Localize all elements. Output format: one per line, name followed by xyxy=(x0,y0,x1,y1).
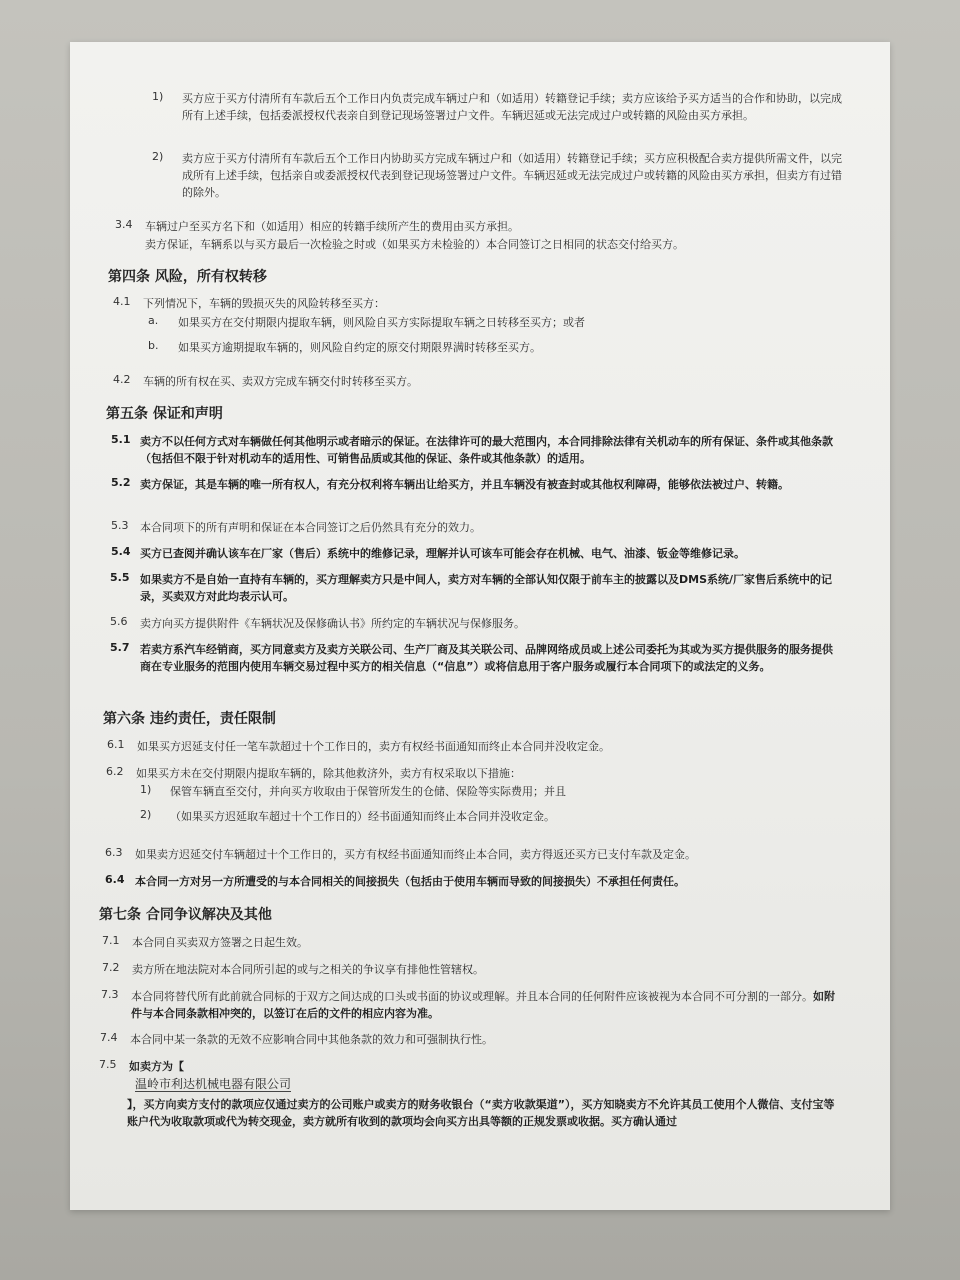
clause-7-5-number: 7.5 xyxy=(99,1058,117,1071)
clause-7-2-text: 卖方所在地法院对本合同所引起的或与之相关的争议享有排他性管辖权。 xyxy=(132,963,484,976)
clause-7-4-number: 7.4 xyxy=(100,1031,118,1044)
clause-5-1-number: 5.1 xyxy=(111,433,131,446)
clause-7-3-text xyxy=(131,988,843,1022)
item-a-text: 如果买方在交付期限内提取车辆，则风险自买方实际提取车辆之日转移至买方；或者 xyxy=(178,316,585,329)
item-6-2-1-number: 1) xyxy=(140,783,152,796)
clause-5-7-text: 若卖方系汽车经销商，买方同意卖方及卖方关联公司、生产厂商及其关联公司、品牌网络成员或上述公司委托为其或为买方提供服务的服务提供商在专业服务的范围内使用车辆交易过程中买方的相关信息（“信息”）或将信息用于客户服务或履行本合同项下的或法定的义务。 xyxy=(140,643,833,673)
clause-7-3-text-normal: 本合同将替代所有此前就合同标的于双方之间达成的口头或书面的协议或理解。并且本合同的任何附件应该被视为本合同不可分割的一部分。 xyxy=(131,990,813,1003)
clause-6-4-number: 6.4 xyxy=(105,873,125,886)
item-6-2-1-text: 保管车辆直至交付，并向买方收取由于保管所发生的仓储、保险等实际费用；并且 xyxy=(170,785,566,798)
clause-4-1-text: 下列情况下，车辆的毁损灭失的风险转移至买方： xyxy=(143,297,385,310)
clause-7-1-text: 本合同自买卖双方签署之日起生效。 xyxy=(132,936,308,949)
clause-6-1-text: 如果买方迟延支付任一笔车款超过十个工作日的，卖方有权经书面通知而终止本合同并没收定金。 xyxy=(137,740,610,753)
clause-6-3-number: 6.3 xyxy=(105,846,123,859)
clause-7-1-number: 7.1 xyxy=(102,934,120,947)
clause-4-2-number: 4.2 xyxy=(113,373,131,386)
clause-3-4-line1: 车辆过户至买方名下和（如适用）相应的转籍手续所产生的费用由买方承担。 xyxy=(145,220,519,233)
clause-5-7-number: 5.7 xyxy=(110,641,130,654)
clause-7-3-text-bold: 如附件与本合同条款相冲突的，以签订在后的文件的相应内容为准。 xyxy=(131,990,835,1020)
clause-5-5-text: 如果卖方不是自始一直持有车辆的，买方理解卖方只是中间人，卖方对车辆的全部认知仅限于前车主的披露以及DMS系统/厂家售后系统中的记录，买卖双方对此均表示认可。 xyxy=(140,573,833,603)
clause-6-1-number: 6.1 xyxy=(107,738,125,751)
clause-3-4-line2: 卖方保证，车辆系以与买方最后一次检验之时或（如果买方未检验的）本合同签订之日相同的状态交付给买方。 xyxy=(145,238,684,251)
item-6-2-2-text: （如果买方迟延取车超过十个工作日的）经书面通知而终止本合同并没收定金。 xyxy=(170,810,555,823)
clause-7-5-continuation: 】，买方向卖方支付的款项应仅通过卖方的公司账户或卖方的财务收银台（“卖方收款渠道”），买方知晓卖方不允许其员工使用个人微信、支付宝等账户代为收取款项或代为转交现金，卖方就所有收到的款项均会向买方出具等额的正规发票或收据。买方确认通过 xyxy=(127,1098,835,1128)
clause-5-6-number: 5.6 xyxy=(110,615,128,628)
clause-7-3-number: 7.3 xyxy=(101,988,119,1001)
clause-6-4-text: 本合同一方对另一方所遭受的与本合同相关的间接损失（包括由于使用车辆而导致的间接损失）不承担任何责任。 xyxy=(135,875,685,888)
clause-7-4-text: 本合同中某一条款的无效不应影响合同中其他条款的效力和可强制执行性。 xyxy=(130,1033,493,1046)
item-2-number: 2) xyxy=(152,150,164,163)
clause-4-2-text: 车辆的所有权在买、卖双方完成车辆交付时转移至买方。 xyxy=(143,375,418,388)
item-a-number: a. xyxy=(148,314,159,327)
clause-6-2-text: 如果买方未在交付期限内提取车辆的，除其他救济外，卖方有权采取以下措施： xyxy=(136,767,521,780)
clause-7-5-prefix: 如卖方为【 xyxy=(129,1060,184,1073)
seller-company-field: 温岭市利达机械电器有限公司 xyxy=(135,1077,292,1091)
item-b-text: 如果买方逾期提取车辆的，则风险自约定的原交付期限界满时转移至买方。 xyxy=(178,341,541,354)
clause-5-5-number: 5.5 xyxy=(110,571,130,584)
item-6-2-2-number: 2) xyxy=(140,808,152,821)
clause-5-3-text: 本合同项下的所有声明和保证在本合同签订之后仍然具有充分的效力。 xyxy=(140,521,481,534)
article-5-heading: 第五条 保证和声明 xyxy=(106,406,223,422)
clause-3-4-number: 3.4 xyxy=(115,218,133,231)
clause-7-2-number: 7.2 xyxy=(102,961,120,974)
clause-5-4-number: 5.4 xyxy=(111,545,131,558)
item-1-number: 1) xyxy=(152,90,164,103)
item-1-text: 买方应于买方付清所有车款后五个工作日内负责完成车辆过户和（如适用）转籍登记手续；卖方应该给予买方适当的合作和协助，以完成所有上述手续，包括委派授权代表亲自到登记现场签署过户文件。车辆迟延或无法完成过户或转籍的风险由买方承担。 xyxy=(182,92,842,122)
clause-6-3-text: 如果卖方迟延交付车辆超过十个工作日的，买方有权经书面通知而终止本合同，卖方得返还买方已支付车款及定金。 xyxy=(135,848,696,861)
article-4-heading: 第四条 风险，所有权转移 xyxy=(108,269,267,285)
clause-5-1-text: 卖方不以任何方式对车辆做任何其他明示或者暗示的保证。在法律许可的最大范围内，本合同排除法律有关机动车的所有保证、条件或其他条款（包括但不限于针对机动车的适用性、可销售品质或其他的保证、条件或其他条款）的适用。 xyxy=(140,435,833,465)
contract-page xyxy=(70,42,890,1210)
clause-6-2-number: 6.2 xyxy=(106,765,124,778)
clause-5-4-text: 买方已查阅并确认该车在厂家（售后）系统中的维修记录，理解并认可该车可能会存在机械、电气、油漆、钣金等维修记录。 xyxy=(140,547,745,560)
clause-5-2-number: 5.2 xyxy=(111,476,131,489)
clause-5-6-text: 卖方向买方提供附件《车辆状况及保修确认书》所约定的车辆状况与保修服务。 xyxy=(140,617,525,630)
item-2-text: 卖方应于买方付清所有车款后五个工作日内协助买方完成车辆过户和（如适用）转籍登记手续；买方应积极配合卖方提供所需文件，以完成所有上述手续，包括亲自或委派授权代表到登记现场签署过户文件。车辆迟延或无法完成过户或转籍的风险由买方承担，但卖方有过错的除外。 xyxy=(182,152,842,199)
clause-5-3-number: 5.3 xyxy=(111,519,129,532)
seller-company-name xyxy=(135,1076,565,1093)
item-b-number: b. xyxy=(148,339,159,352)
clause-4-1-number: 4.1 xyxy=(113,295,131,308)
article-6-heading: 第六条 违约责任，责任限制 xyxy=(103,711,276,727)
article-7-heading: 第七条 合同争议解决及其他 xyxy=(99,907,272,923)
clause-5-2-text: 卖方保证，其是车辆的唯一所有权人，有充分权利将车辆出让给买方，并且车辆没有被查封或其他权利障碍，能够依法被过户、转籍。 xyxy=(140,478,789,491)
